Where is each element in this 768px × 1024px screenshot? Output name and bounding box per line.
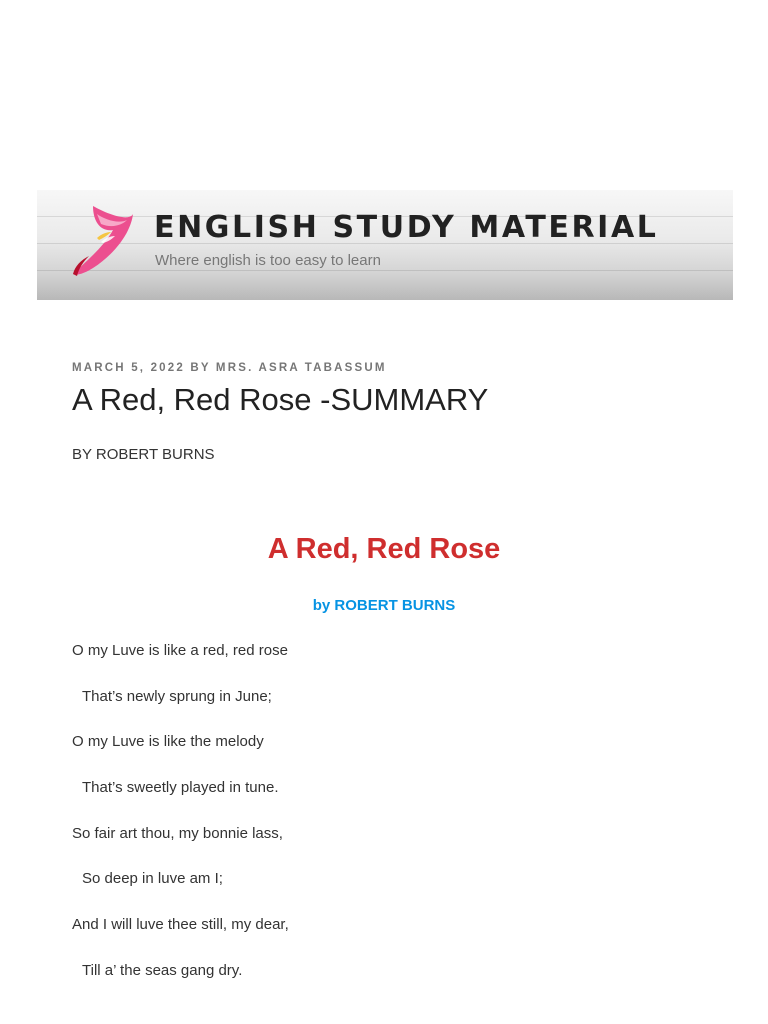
poem-line: O my Luve is like a red, red rose <box>72 642 288 659</box>
poem-title: A Red, Red Rose <box>267 533 501 565</box>
poem-line: Till a’ the seas gang dry. <box>82 961 243 979</box>
poem-line: So deep in luve am I; <box>82 870 223 888</box>
site-header <box>37 190 733 300</box>
poem-author: by ROBERT BURNS <box>312 597 456 614</box>
poem-line: And I will luve thee still, my dear, <box>72 916 289 934</box>
poem-line: So fair art thou, my bonnie lass, <box>72 824 283 842</box>
poem-lines <box>72 642 712 1008</box>
header-line <box>37 270 733 271</box>
poem-line: That’s sweetly played in tune. <box>82 779 279 797</box>
post-title: A Red, Red Rose -SUMMARY <box>72 382 489 417</box>
poem-line: O my Luve is like the melody <box>72 733 264 751</box>
pink-ribbon-logo-icon[interactable] <box>71 202 137 278</box>
post-byline: BY ROBERT BURNS <box>72 446 215 463</box>
post-meta[interactable]: MARCH 5, 2022 BY MRS. ASRA TABASSUM <box>72 362 387 374</box>
site-title[interactable]: ENGLISH STUDY MATERIAL <box>154 210 659 245</box>
poem-line: That’s newly sprung in June; <box>82 687 272 705</box>
site-description: Where english is too easy to learn <box>155 252 381 269</box>
